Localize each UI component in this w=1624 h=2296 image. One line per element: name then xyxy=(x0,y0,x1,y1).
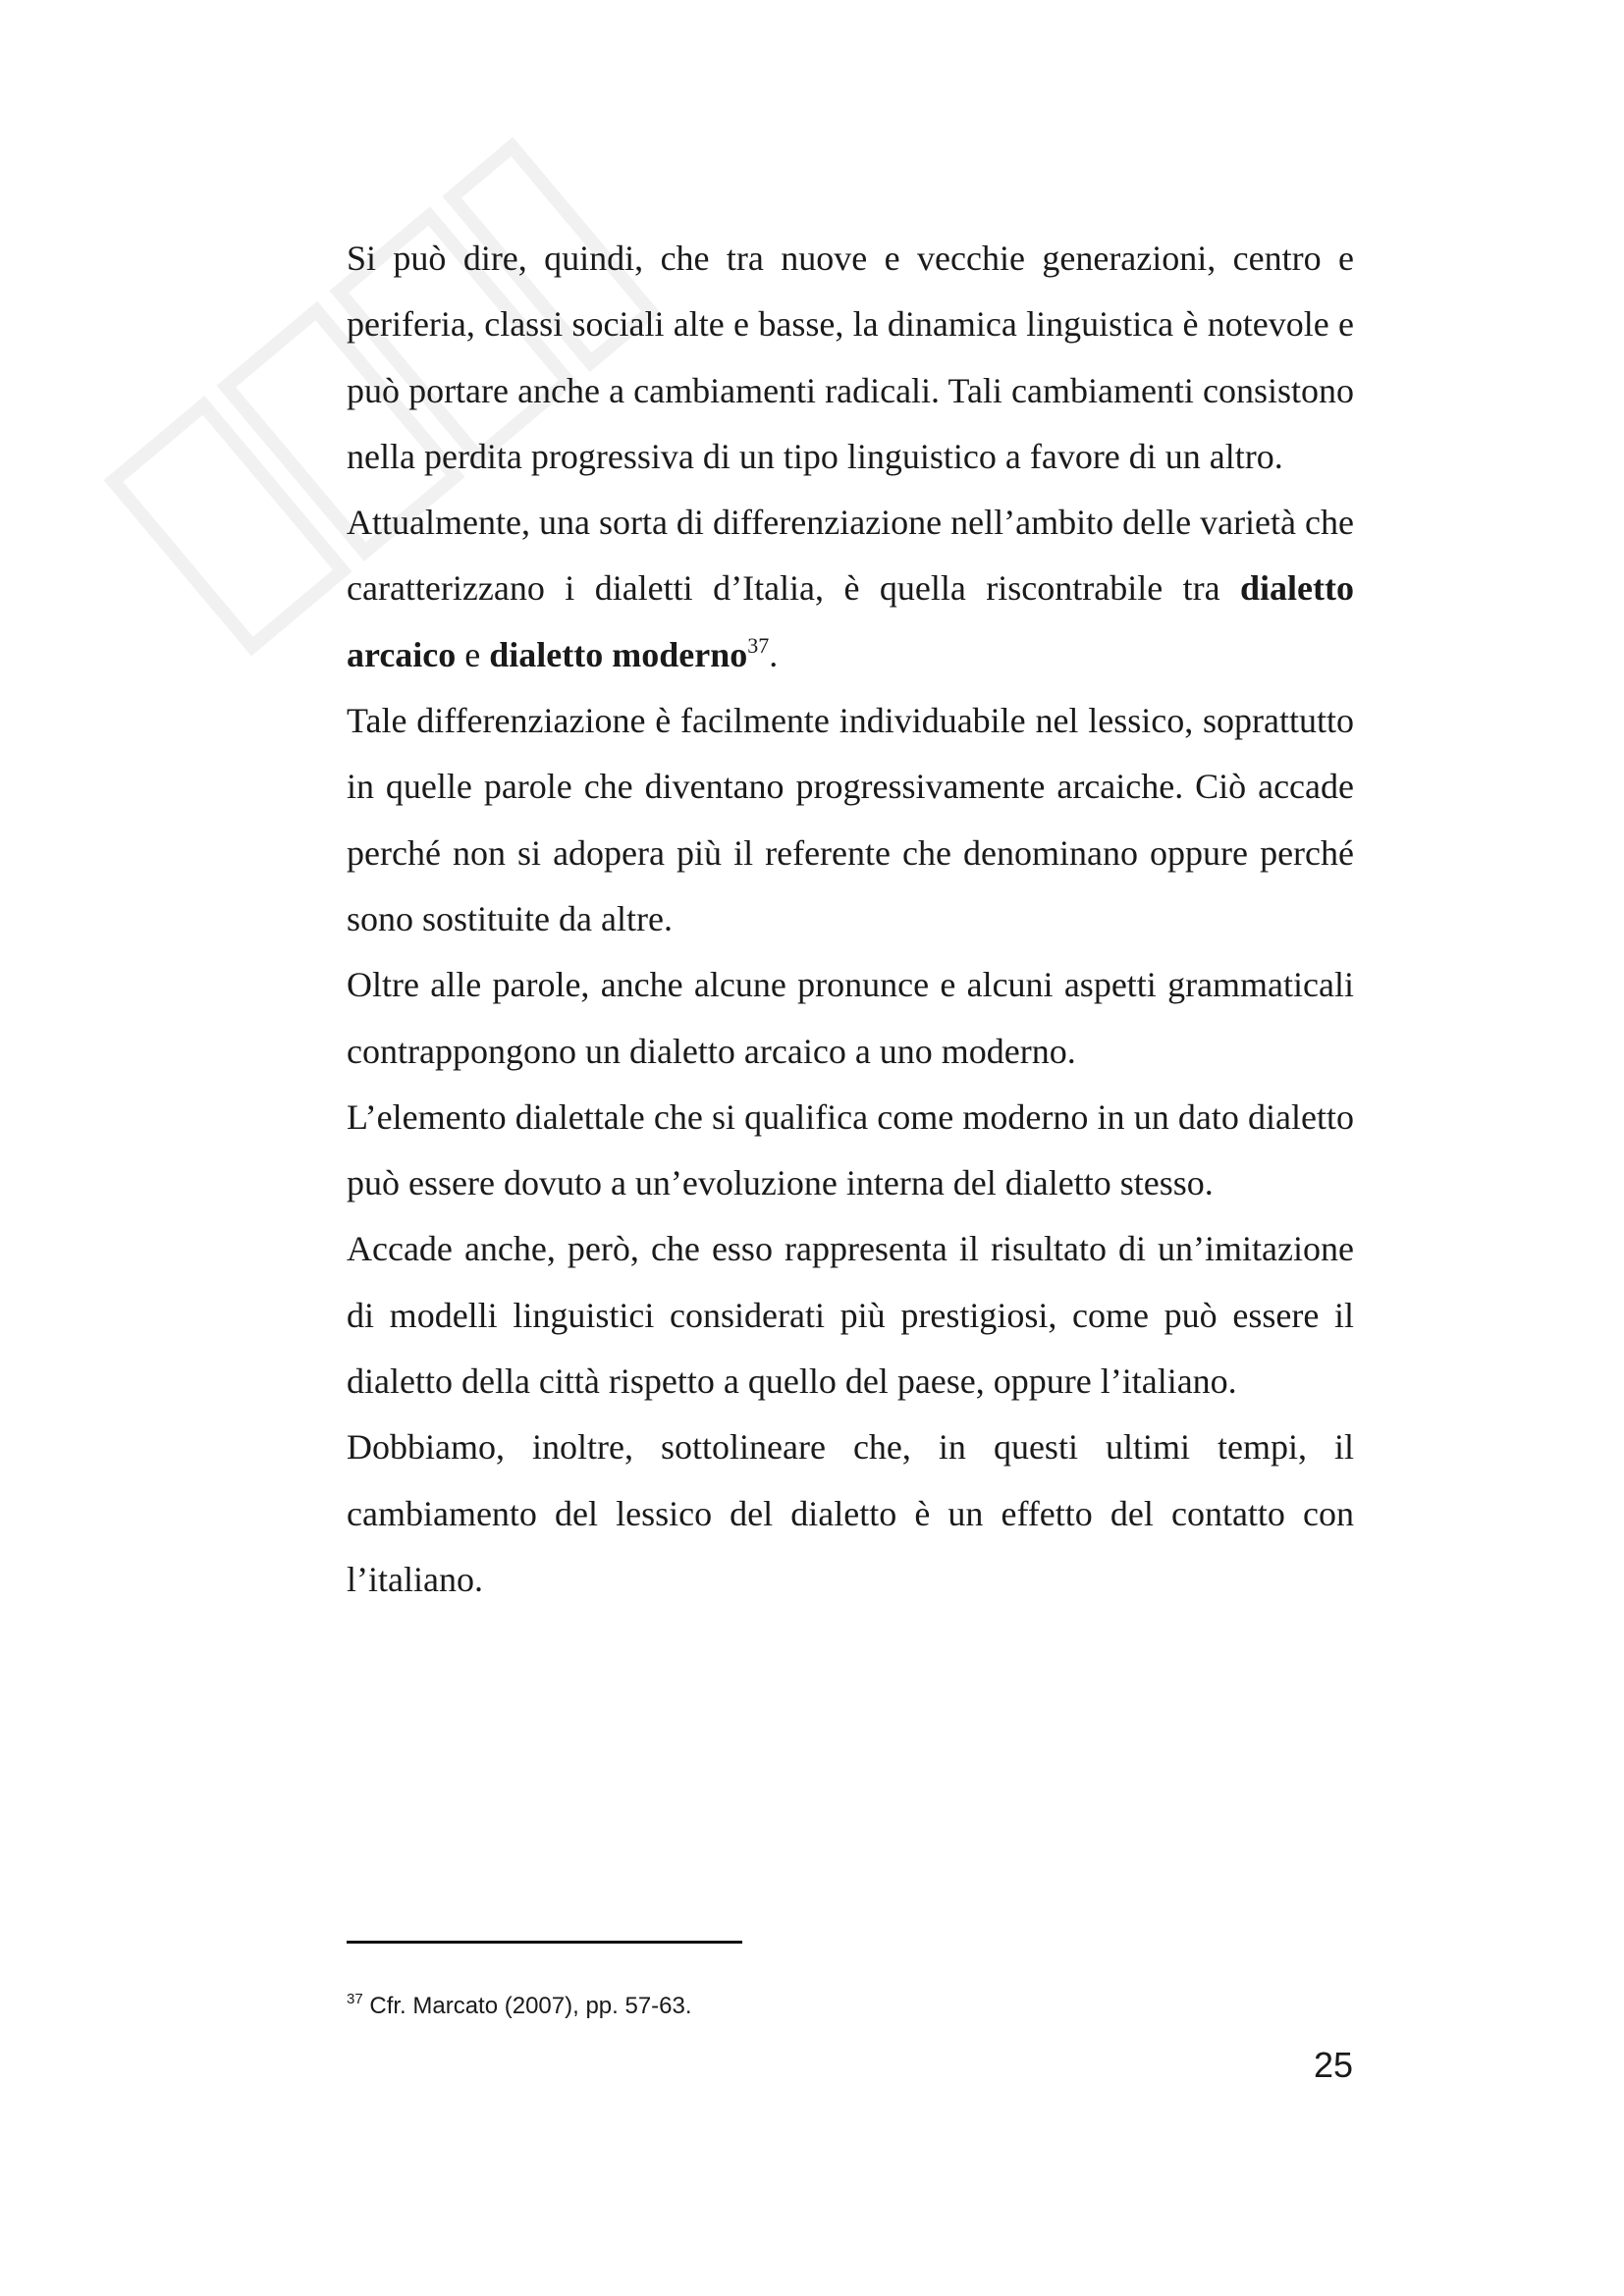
footnote-reference[interactable]: 37 xyxy=(747,632,770,658)
footnote-separator xyxy=(347,1941,742,1944)
paragraph-1: Si può dire, quindi, che tra nuove e vecchie generazioni, centro e periferia, classi sociali alte e basse, la dinamica linguistica è notevole e può portare anche a cambiamenti radicali. Tali cambiamenti consistono nella perdita progressiva di un tipo linguistico a favore di un altro. xyxy=(347,239,1354,476)
page-number: 25 xyxy=(1313,2045,1353,2085)
paragraph-5: L’elemento dialettale che si qualifica come moderno in un dato dialetto può essere dovuto a un’evoluzione interna del dialetto stesso. xyxy=(347,1096,1354,1203)
footnote-text: Cfr. Marcato (2007), pp. 57-63. xyxy=(369,1993,692,2019)
paragraph-7: Dobbiamo, inoltre, sottolineare che, in questi ultimi tempi, il cambiamento del lessico del dialetto è un effetto del contatto con l’italiano. xyxy=(347,1427,1354,1599)
term-dialetto-arcaico: dialetto arcaico xyxy=(347,568,1354,674)
paragraph-2-text-b: e xyxy=(456,634,490,674)
paragraph-4: Oltre alle parole, anche alcune pronunce e alcuni aspetti grammaticali contrappongono un dialetto arcaico a uno moderno. xyxy=(347,965,1354,1071)
paragraph-2-text-a: Attualmente, una sorta di differenziazione nell’ambito delle varietà che caratterizzano i dialetti d’Italia, è quella riscontrabile tra xyxy=(347,503,1354,609)
body-text xyxy=(347,226,1354,1613)
paragraph-6: Accade anche, però, che esso rappresenta il risultato di un’imitazione di modelli linguistici considerati più prestigiosi, come può essere il dialetto della città rispetto a quello del paese, oppure l’italiano. xyxy=(347,1229,1354,1402)
footnote xyxy=(347,1991,692,2022)
term-dialetto-moderno: dialetto moderno xyxy=(489,634,748,674)
paragraph-3: Tale differenziazione è facilmente individuabile nel lessico, soprattutto in quelle parole che diventano progressivamente arcaiche. Ciò accade perché non si adopera più il referente che denominano oppure perché sono sostituite da altre. xyxy=(347,701,1354,938)
paragraph-2 xyxy=(347,490,1354,688)
paragraph-2-text-c: . xyxy=(769,634,779,674)
footnote-number: 37 xyxy=(347,1991,363,2007)
